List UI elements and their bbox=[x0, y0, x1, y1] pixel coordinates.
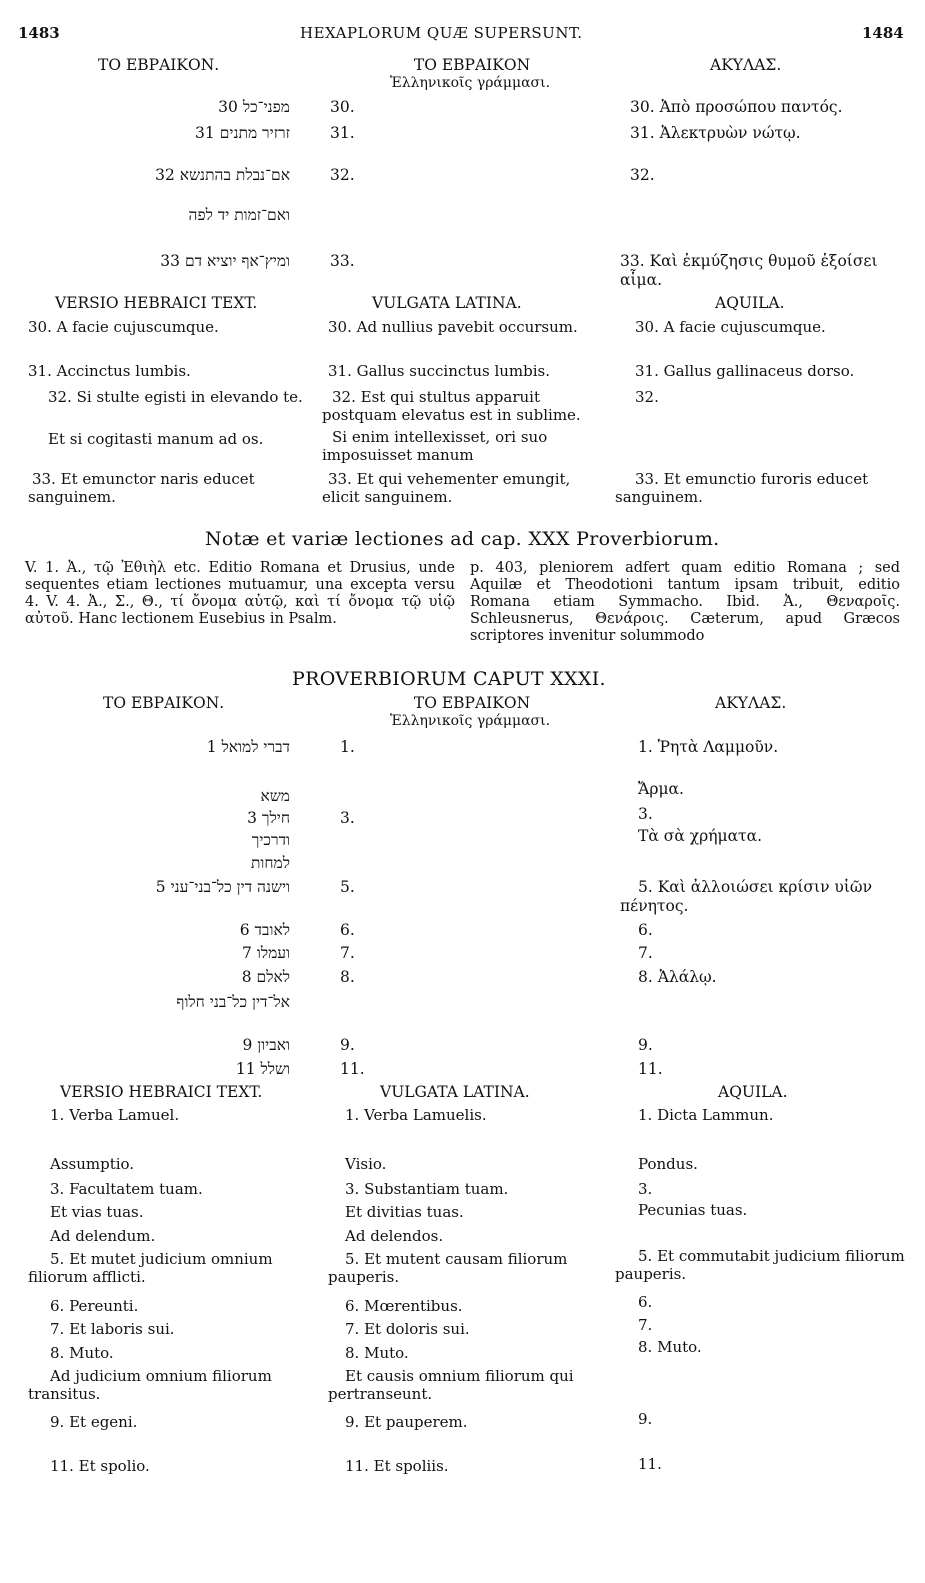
hebrew-line: וישנה דין כל־בני־עני 5 bbox=[155, 878, 290, 896]
notes-title: Notæ et variæ lectiones ad cap. XXX Proverbiorum. bbox=[205, 528, 720, 550]
aquila-greek-line: 3. bbox=[638, 805, 653, 823]
vulgata-line: 1. Verba Lamuelis. bbox=[345, 1106, 487, 1124]
vulgata-line: 7. Et doloris sui. bbox=[345, 1320, 470, 1338]
hebrew-line: ואם־זמות יד לפה bbox=[188, 206, 290, 224]
versio-line: 5. Et mutet judicium omnium filiorum afflicti. bbox=[28, 1250, 273, 1286]
aquila-latin-line: 9. bbox=[638, 1410, 653, 1428]
vulgata-line: 3. Substantiam tuam. bbox=[345, 1180, 509, 1198]
vulgata-line: Si enim intellexisset, ori suo imposuisset manum bbox=[322, 428, 548, 464]
col-head-aquila: ΑΚΥΛΑΣ. bbox=[710, 56, 782, 74]
aquila-latin-line: Pecunias tuas. bbox=[638, 1201, 748, 1219]
col-head-aquila-lat: AQUILA. bbox=[718, 1083, 788, 1101]
versio-line: Et si cogitasti manum ad os. bbox=[48, 430, 264, 448]
hebrew-line: דברי למואל 1 bbox=[206, 738, 290, 756]
aquila-latin-line: 33. Et emunctio furoris educet sanguinem. bbox=[615, 470, 869, 506]
aquila-greek-line: 8. Ἀλάλῳ. bbox=[638, 968, 717, 986]
vulgata-line: 33. Et qui vehementer emungit, elicit sanguinem. bbox=[322, 470, 571, 506]
aquila-greek-line: 5. Καὶ ἀλλοιώσει κρίσιν υἱῶν πένητος. bbox=[620, 878, 872, 915]
col-head-greek: ΤΟ ΕΒΡΑΙΚΟΝ bbox=[413, 694, 531, 712]
chapter-title: PROVERBIORUM CAPUT XXXI. bbox=[292, 668, 606, 690]
col-head-aquila: ΑΚΥΛΑΣ. bbox=[715, 694, 787, 712]
versio-line: 1. Verba Lamuel. bbox=[50, 1106, 180, 1124]
running-title: HEXAPLORUM QUÆ SUPERSUNT. bbox=[300, 24, 583, 42]
aquila-greek-line: Τὰ σὰ χρήματα. bbox=[638, 827, 763, 845]
versio-line: 30. A facie cujuscumque. bbox=[28, 318, 219, 336]
col-head-greek: ΤΟ ΕΒΡΑΙΚΟΝ bbox=[413, 56, 531, 74]
greek-verse-number: 3. bbox=[340, 809, 355, 827]
col-head-greek-sub: Ἑλληνικοῖς γράμμασι. bbox=[389, 713, 551, 729]
vulgata-line: 32. Est qui stultus apparuit postquam elevatus est in sublime. bbox=[322, 388, 581, 424]
col-head-versio: VERSIO HEBRAICI TEXT. bbox=[60, 1083, 263, 1101]
versio-line: Ad delendum. bbox=[50, 1227, 156, 1245]
vulgata-line: Et causis omnium filiorum qui pertranseunt. bbox=[328, 1367, 574, 1403]
greek-verse-number: 31. bbox=[330, 124, 355, 142]
versio-line: Assumptio. bbox=[50, 1155, 135, 1173]
aquila-greek-line: 32. bbox=[630, 166, 655, 184]
hebrew-line: לאובד 6 bbox=[239, 921, 290, 939]
greek-verse-number: 32. bbox=[330, 166, 355, 184]
vulgata-line: 30. Ad nullius pavebit occursum. bbox=[328, 318, 578, 336]
versio-line: 32. Si stulte egisti in elevando te. bbox=[48, 388, 303, 406]
greek-verse-number: 6. bbox=[340, 921, 355, 939]
notes-left-column: V. 1. Ἀ., τῷ Ἐθιὴλ etc. Editio Romana et Drusius, unde sequentes etiam lectiones mutuamur, una excepta versu 4. V. 4. Ἀ., Σ., Θ., τί ὄνομα αὐτῷ, καὶ τί ὄνομα τῷ υἱῷ αὐτοῦ. Hanc lectionem Eusebius in Psalm. bbox=[25, 560, 455, 627]
col-head-vulgata: VULGATA LATINA. bbox=[372, 294, 522, 312]
page-number-left: 1483 bbox=[18, 24, 60, 42]
hebrew-line: אם־נבלת בהתנשא 32 bbox=[155, 166, 290, 184]
versio-line: 8. Muto. bbox=[50, 1344, 114, 1362]
hebrew-line: ודרכיך bbox=[251, 831, 290, 849]
col-head-aquila-lat: AQUILA. bbox=[715, 294, 785, 312]
greek-verse-number: 8. bbox=[340, 968, 355, 986]
aquila-latin-line: 11. bbox=[638, 1455, 662, 1473]
aquila-greek-line: 11. bbox=[638, 1060, 663, 1078]
hebrew-line: לאלם 8 bbox=[241, 968, 290, 986]
greek-verse-number: 30. bbox=[330, 98, 355, 116]
aquila-greek-line: 9. bbox=[638, 1036, 653, 1054]
greek-verse-number: 11. bbox=[340, 1060, 365, 1078]
versio-line: Ad judicium omnium filiorum transitus. bbox=[28, 1367, 272, 1403]
hebrew-line: למחות bbox=[250, 854, 290, 872]
versio-line: Et vias tuas. bbox=[50, 1203, 144, 1221]
aquila-latin-line: 6. bbox=[638, 1293, 653, 1311]
versio-line: 7. Et laboris sui. bbox=[50, 1320, 175, 1338]
vulgata-line: 9. Et pauperem. bbox=[345, 1413, 468, 1431]
versio-line: 33. Et emunctor naris educet sanguinem. bbox=[28, 470, 255, 506]
notes-right-column: p. 403, pleniorem adfert quam editio Romana ; sed Aquilæ et Theodotioni tantum ipsam tribuit, editio Romana etiam Symmacho. Ibid. Ἀ., Θεναροῖς. Schleusnerus, Θενάροις. Cæterum, apud Græcos scriptores invenitur solummodo bbox=[470, 560, 900, 644]
col-head-vulgata: VULGATA LATINA. bbox=[380, 1083, 530, 1101]
vulgata-line: Et divitias tuas. bbox=[345, 1203, 464, 1221]
page-number-right: 1484 bbox=[862, 24, 904, 42]
greek-verse-number: 7. bbox=[340, 944, 355, 962]
greek-verse-number: 33. bbox=[330, 252, 355, 270]
aquila-latin-line: 31. Gallus gallinaceus dorso. bbox=[635, 362, 855, 380]
hebrew-line: זרזיר מתנים 31 bbox=[195, 124, 290, 142]
vulgata-line: 5. Et mutent causam filiorum pauperis. bbox=[328, 1250, 568, 1286]
hebrew-line: משא bbox=[260, 787, 290, 805]
vulgata-line: Ad delendos. bbox=[345, 1227, 444, 1245]
hebrew-line: אל־דין כל־בני חלוף bbox=[176, 993, 290, 1011]
hebrew-line: ומיץ־אף יוציא דם 33 bbox=[160, 252, 290, 270]
aquila-latin-line: 30. A facie cujuscumque. bbox=[635, 318, 826, 336]
versio-line: 11. Et spolio. bbox=[50, 1457, 150, 1475]
aquila-greek-line: 31. Ἀλεκτρυὼν νώτῳ. bbox=[630, 124, 801, 142]
hebrew-line: ועמלו 7 bbox=[242, 944, 290, 962]
aquila-greek-line: 33. Καὶ ἐκμύζησις θυμοῦ ἐξοίσει αἷμα. bbox=[620, 252, 878, 289]
greek-verse-number: 9. bbox=[340, 1036, 355, 1054]
versio-line: 9. Et egeni. bbox=[50, 1413, 138, 1431]
aquila-latin-line: 8. Muto. bbox=[638, 1338, 702, 1356]
vulgata-line: 11. Et spoliis. bbox=[345, 1457, 449, 1475]
aquila-greek-line: 1. Ῥητὰ Λαμμοῦν. bbox=[638, 738, 779, 756]
aquila-greek-line: Ἄρμα. bbox=[638, 780, 684, 798]
vulgata-line: 31. Gallus succinctus lumbis. bbox=[328, 362, 550, 380]
col-head-greek-sub: Ἑλληνικοῖς γράμμασι. bbox=[389, 75, 551, 91]
aquila-latin-line: Pondus. bbox=[638, 1155, 698, 1173]
vulgata-line: Visio. bbox=[345, 1155, 387, 1173]
aquila-latin-line: 5. Et commutabit judicium filiorum pauperis. bbox=[615, 1247, 905, 1283]
col-head-hebrew: ΤΟ ΕΒΡΑΙΚΟΝ. bbox=[103, 694, 225, 712]
greek-verse-number: 1. bbox=[340, 738, 355, 756]
hebrew-line: ואביון 9 bbox=[242, 1036, 290, 1054]
versio-line: 6. Pereunti. bbox=[50, 1297, 139, 1315]
aquila-greek-line: 6. bbox=[638, 921, 653, 939]
vulgata-line: 8. Muto. bbox=[345, 1344, 409, 1362]
hebrew-line: מפני־כל 30 bbox=[218, 98, 290, 116]
aquila-latin-line: 32. bbox=[635, 388, 659, 406]
col-head-versio: VERSIO HEBRAICI TEXT. bbox=[55, 294, 258, 312]
vulgata-line: 6. Mœrentibus. bbox=[345, 1297, 463, 1315]
greek-verse-number: 5. bbox=[340, 878, 355, 896]
hebrew-line: חילך 3 bbox=[247, 809, 290, 827]
aquila-greek-line: 7. bbox=[638, 944, 653, 962]
versio-line: 3. Facultatem tuam. bbox=[50, 1180, 203, 1198]
col-head-hebrew: ΤΟ ΕΒΡΑΙΚΟΝ. bbox=[98, 56, 220, 74]
versio-line: 31. Accinctus lumbis. bbox=[28, 362, 191, 380]
aquila-latin-line: 3. bbox=[638, 1180, 653, 1198]
aquila-greek-line: 30. Ἀπὸ προσώπου παντός. bbox=[630, 98, 843, 116]
aquila-latin-line: 1. Dicta Lammun. bbox=[638, 1106, 774, 1124]
hebrew-line: ושלל 11 bbox=[235, 1060, 290, 1078]
aquila-latin-line: 7. bbox=[638, 1316, 653, 1334]
